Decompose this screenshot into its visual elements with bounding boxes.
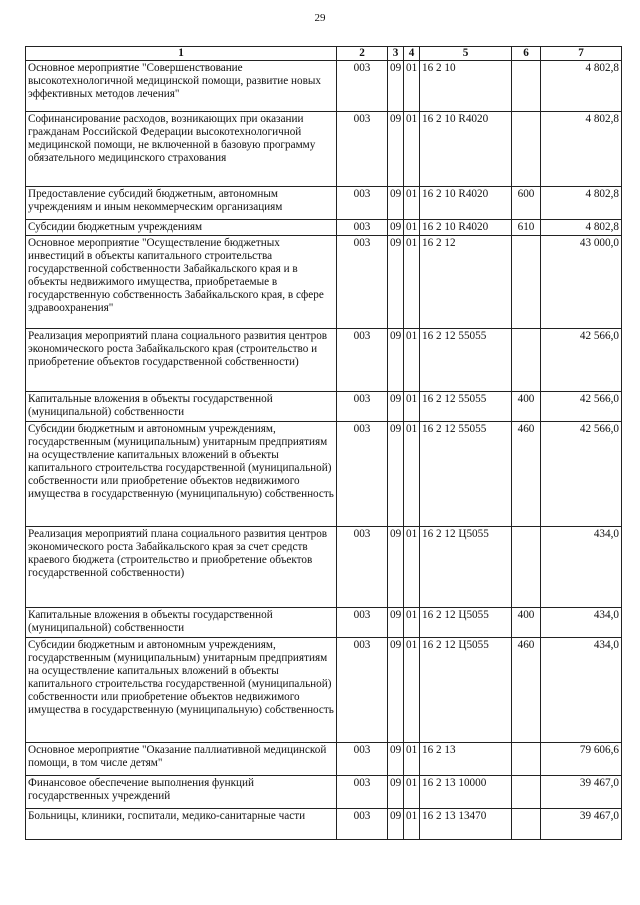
cell-amount: 434,0: [541, 608, 622, 638]
cell-type: [512, 809, 541, 840]
cell-amount: 4 802,8: [541, 61, 622, 112]
table-row: [26, 638, 622, 743]
cell-target: 16 2 10 R4020: [420, 220, 512, 236]
cell-admin: 003: [337, 776, 388, 809]
column-header: 1: [26, 47, 337, 61]
cell-type: 460: [512, 638, 541, 743]
cell-amount: 4 802,8: [541, 112, 622, 187]
cell-subsection: 01: [404, 112, 420, 187]
cell-subsection: 01: [404, 527, 420, 608]
cell-type: 460: [512, 422, 541, 527]
cell-section: 09: [388, 329, 404, 392]
column-header: 4: [404, 47, 420, 61]
cell-amount: 79 606,6: [541, 743, 622, 776]
cell-section: 09: [388, 776, 404, 809]
cell-name: Основное мероприятие "Осуществление бюджетных инвестиций в объекты капитального строительства государственной собственности Забайкальского края и в объекты недвижимого имущества, приобретаемые в государственную собственность Забайкальского края, в сфере здравоохранения": [26, 236, 337, 329]
cell-admin: 003: [337, 392, 388, 422]
cell-name: Больницы, клиники, госпитали, медико-санитарные части: [26, 809, 337, 840]
cell-type: [512, 236, 541, 329]
cell-section: 09: [388, 61, 404, 112]
cell-subsection: 01: [404, 220, 420, 236]
table-row: [26, 187, 622, 220]
cell-name: Софинансирование расходов, возникающих при оказании гражданам Российской Федерации высокотехнологичной медицинской помощи, не включенной в базовую программу обязательного медицинского страхования: [26, 112, 337, 187]
table-row: [26, 61, 622, 112]
column-header: 2: [337, 47, 388, 61]
cell-target: 16 2 13 10000: [420, 776, 512, 809]
cell-admin: 003: [337, 220, 388, 236]
cell-admin: 003: [337, 329, 388, 392]
table-row: [26, 776, 622, 809]
cell-amount: 4 802,8: [541, 220, 622, 236]
cell-section: 09: [388, 527, 404, 608]
cell-section: 09: [388, 220, 404, 236]
cell-section: 09: [388, 187, 404, 220]
cell-type: [512, 527, 541, 608]
cell-amount: 434,0: [541, 527, 622, 608]
table-row: [26, 527, 622, 608]
cell-type: [512, 61, 541, 112]
cell-type: 610: [512, 220, 541, 236]
cell-target: 16 2 12 55055: [420, 422, 512, 527]
cell-type: [512, 743, 541, 776]
cell-subsection: 01: [404, 776, 420, 809]
budget-table: [25, 46, 622, 840]
cell-section: 09: [388, 392, 404, 422]
cell-target: 16 2 12 55055: [420, 392, 512, 422]
cell-target: 16 2 12: [420, 236, 512, 329]
table-row: [26, 608, 622, 638]
cell-amount: 42 566,0: [541, 422, 622, 527]
cell-target: 16 2 13: [420, 743, 512, 776]
column-header: 6: [512, 47, 541, 61]
cell-section: 09: [388, 422, 404, 527]
table-row: [26, 236, 622, 329]
cell-amount: 39 467,0: [541, 776, 622, 809]
table-row: [26, 112, 622, 187]
cell-subsection: 01: [404, 187, 420, 220]
cell-target: 16 2 10: [420, 61, 512, 112]
cell-subsection: 01: [404, 61, 420, 112]
cell-name: Реализация мероприятий плана социального развития центров экономического роста Забайкальского края за счет средств краевого бюджета (строительство и приобретение объектов государственной собственности): [26, 527, 337, 608]
cell-admin: 003: [337, 608, 388, 638]
cell-name: Реализация мероприятий плана социального развития центров экономического роста Забайкальского края (строительство и приобретение объектов государственной собственности): [26, 329, 337, 392]
cell-amount: 42 566,0: [541, 392, 622, 422]
cell-subsection: 01: [404, 329, 420, 392]
cell-name: Основное мероприятие "Оказание паллиативной медицинской помощи, в том числе детям": [26, 743, 337, 776]
table-row: [26, 809, 622, 840]
cell-type: [512, 329, 541, 392]
cell-name: Капитальные вложения в объекты государственной (муниципальной) собственности: [26, 392, 337, 422]
cell-target: 16 2 10 R4020: [420, 187, 512, 220]
cell-subsection: 01: [404, 422, 420, 527]
table-header-row: [26, 47, 622, 61]
cell-section: 09: [388, 236, 404, 329]
cell-amount: 434,0: [541, 638, 622, 743]
cell-type: 400: [512, 392, 541, 422]
cell-admin: 003: [337, 422, 388, 527]
cell-name: Субсидии бюджетным и автономным учреждениям, государственным (муниципальным) унитарным предприятиям на осуществление капитальных вложений в объекты капитального строительства государственной (муниципальной) собственности или приобретение объектов недвижимого имущества в государственную (муниципальную) собственность: [26, 638, 337, 743]
column-header: 3: [388, 47, 404, 61]
cell-subsection: 01: [404, 743, 420, 776]
column-header: 7: [541, 47, 622, 61]
cell-subsection: 01: [404, 236, 420, 329]
column-header: 5: [420, 47, 512, 61]
cell-section: 09: [388, 809, 404, 840]
cell-name: Предоставление субсидий бюджетным, автономным учреждениям и иным некоммерческим организациям: [26, 187, 337, 220]
cell-target: 16 2 12 Ц5055: [420, 608, 512, 638]
cell-name: Капитальные вложения в объекты государственной (муниципальной) собственности: [26, 608, 337, 638]
cell-subsection: 01: [404, 809, 420, 840]
cell-section: 09: [388, 743, 404, 776]
cell-name: Основное мероприятие "Совершенствование высокотехнологичной медицинской помощи, развитие новых эффективных методов лечения": [26, 61, 337, 112]
cell-name: Субсидии бюджетным учреждениям: [26, 220, 337, 236]
cell-amount: 43 000,0: [541, 236, 622, 329]
cell-section: 09: [388, 608, 404, 638]
cell-admin: 003: [337, 187, 388, 220]
cell-name: Финансовое обеспечение выполнения функций государственных учреждений: [26, 776, 337, 809]
cell-type: [512, 112, 541, 187]
cell-name: Субсидии бюджетным и автономным учреждениям, государственным (муниципальным) унитарным предприятиям на осуществление капитальных вложений в объекты капитального строительства государственной (муниципальной) собственности или приобретение объектов недвижимого имущества в государственную (муниципальную) собственность: [26, 422, 337, 527]
cell-target: 16 2 12 Ц5055: [420, 527, 512, 608]
cell-amount: 39 467,0: [541, 809, 622, 840]
cell-target: 16 2 10 R4020: [420, 112, 512, 187]
cell-target: 16 2 12 Ц5055: [420, 638, 512, 743]
cell-admin: 003: [337, 743, 388, 776]
cell-admin: 003: [337, 61, 388, 112]
cell-admin: 003: [337, 638, 388, 743]
cell-section: 09: [388, 638, 404, 743]
table-row: [26, 329, 622, 392]
cell-type: 600: [512, 187, 541, 220]
cell-type: [512, 776, 541, 809]
cell-subsection: 01: [404, 608, 420, 638]
cell-admin: 003: [337, 112, 388, 187]
cell-subsection: 01: [404, 638, 420, 743]
cell-subsection: 01: [404, 392, 420, 422]
cell-amount: 42 566,0: [541, 329, 622, 392]
table-row: [26, 220, 622, 236]
cell-target: 16 2 12 55055: [420, 329, 512, 392]
table-row: [26, 422, 622, 527]
cell-target: 16 2 13 13470: [420, 809, 512, 840]
page-number: 29: [314, 12, 326, 24]
cell-section: 09: [388, 112, 404, 187]
cell-type: 400: [512, 608, 541, 638]
table-row: [26, 392, 622, 422]
table-row: [26, 743, 622, 776]
cell-admin: 003: [337, 809, 388, 840]
cell-amount: 4 802,8: [541, 187, 622, 220]
cell-admin: 003: [337, 236, 388, 329]
cell-admin: 003: [337, 527, 388, 608]
